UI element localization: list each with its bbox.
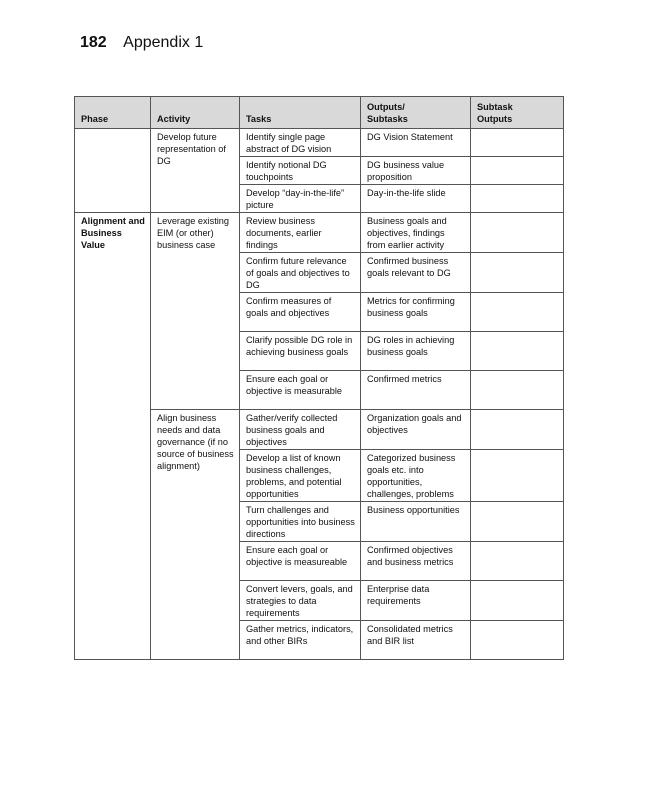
activity-cell: Develop future representation of DG: [151, 129, 240, 213]
task-cell: Identify single page abstract of DG vision: [240, 129, 361, 157]
subtask-output-cell: [471, 253, 564, 293]
output-cell: Business opportunities: [361, 502, 471, 542]
running-head: [80, 34, 203, 52]
column-header-tasks: Tasks: [240, 97, 361, 129]
task-cell: Ensure each goal or objective is measureable: [240, 542, 361, 581]
task-cell: Confirm measures of goals and objectives: [240, 293, 361, 332]
task-cell: Confirm future relevance of goals and objectives to DG: [240, 253, 361, 293]
task-cell: Ensure each goal or objective is measurable: [240, 371, 361, 410]
subtask-output-cell: [471, 410, 564, 450]
task-cell: Develop a list of known business challenges, problems, and potential opportunities: [240, 450, 361, 502]
column-header-phase: Phase: [75, 97, 151, 129]
subtask-output-cell: [471, 293, 564, 332]
output-cell: Categorized business goals etc. into opportunities, challenges, problems: [361, 450, 471, 502]
subtask-output-cell: [471, 621, 564, 660]
table-row: [75, 129, 564, 157]
phase-cell: Alignment and Business Value: [75, 213, 151, 660]
task-cell: Develop “day-in-the-life” picture: [240, 185, 361, 213]
output-cell: Organization goals and objectives: [361, 410, 471, 450]
phase-cell: [75, 129, 151, 213]
column-header-outputs: Outputs/ Subtasks: [361, 97, 471, 129]
subtask-output-cell: [471, 129, 564, 157]
output-cell: Day-in-the-life slide: [361, 185, 471, 213]
subtask-output-cell: [471, 450, 564, 502]
task-cell: Clarify possible DG role in achieving business goals: [240, 332, 361, 371]
task-cell: Turn challenges and opportunities into business directions: [240, 502, 361, 542]
column-header-activity: Activity: [151, 97, 240, 129]
task-table: [74, 96, 564, 660]
output-cell: DG Vision Statement: [361, 129, 471, 157]
activity-cell: Align business needs and data governance (if no source of business alignment): [151, 410, 240, 660]
subtask-output-cell: [471, 157, 564, 185]
activity-cell: Leverage existing EIM (or other) business case: [151, 213, 240, 410]
output-cell: Confirmed business goals relevant to DG: [361, 253, 471, 293]
output-cell: DG roles in achieving business goals: [361, 332, 471, 371]
task-cell: Gather/verify collected business goals and objectives: [240, 410, 361, 450]
subtask-output-cell: [471, 371, 564, 410]
output-cell: Business goals and objectives, findings from earlier activity: [361, 213, 471, 253]
table-header-row: [75, 97, 564, 129]
task-cell: Convert levers, goals, and strategies to data requirements: [240, 581, 361, 621]
output-cell: Enterprise data requirements: [361, 581, 471, 621]
output-cell: DG business value proposition: [361, 157, 471, 185]
subtask-output-cell: [471, 581, 564, 621]
table-row: [75, 213, 564, 253]
subtask-output-cell: [471, 332, 564, 371]
output-cell: Metrics for confirming business goals: [361, 293, 471, 332]
output-cell: Confirmed metrics: [361, 371, 471, 410]
column-header-subtask-outputs: Subtask Outputs: [471, 97, 564, 129]
subtask-output-cell: [471, 185, 564, 213]
page-number: 182: [80, 34, 107, 51]
section-title: Appendix 1: [123, 34, 204, 51]
output-cell: Confirmed objectives and business metrics: [361, 542, 471, 581]
subtask-output-cell: [471, 502, 564, 542]
output-cell: Consolidated metrics and BIR list: [361, 621, 471, 660]
task-cell: Review business documents, earlier findings: [240, 213, 361, 253]
task-cell: Identify notional DG touchpoints: [240, 157, 361, 185]
subtask-output-cell: [471, 542, 564, 581]
task-cell: Gather metrics, indicators, and other BIRs: [240, 621, 361, 660]
subtask-output-cell: [471, 213, 564, 253]
